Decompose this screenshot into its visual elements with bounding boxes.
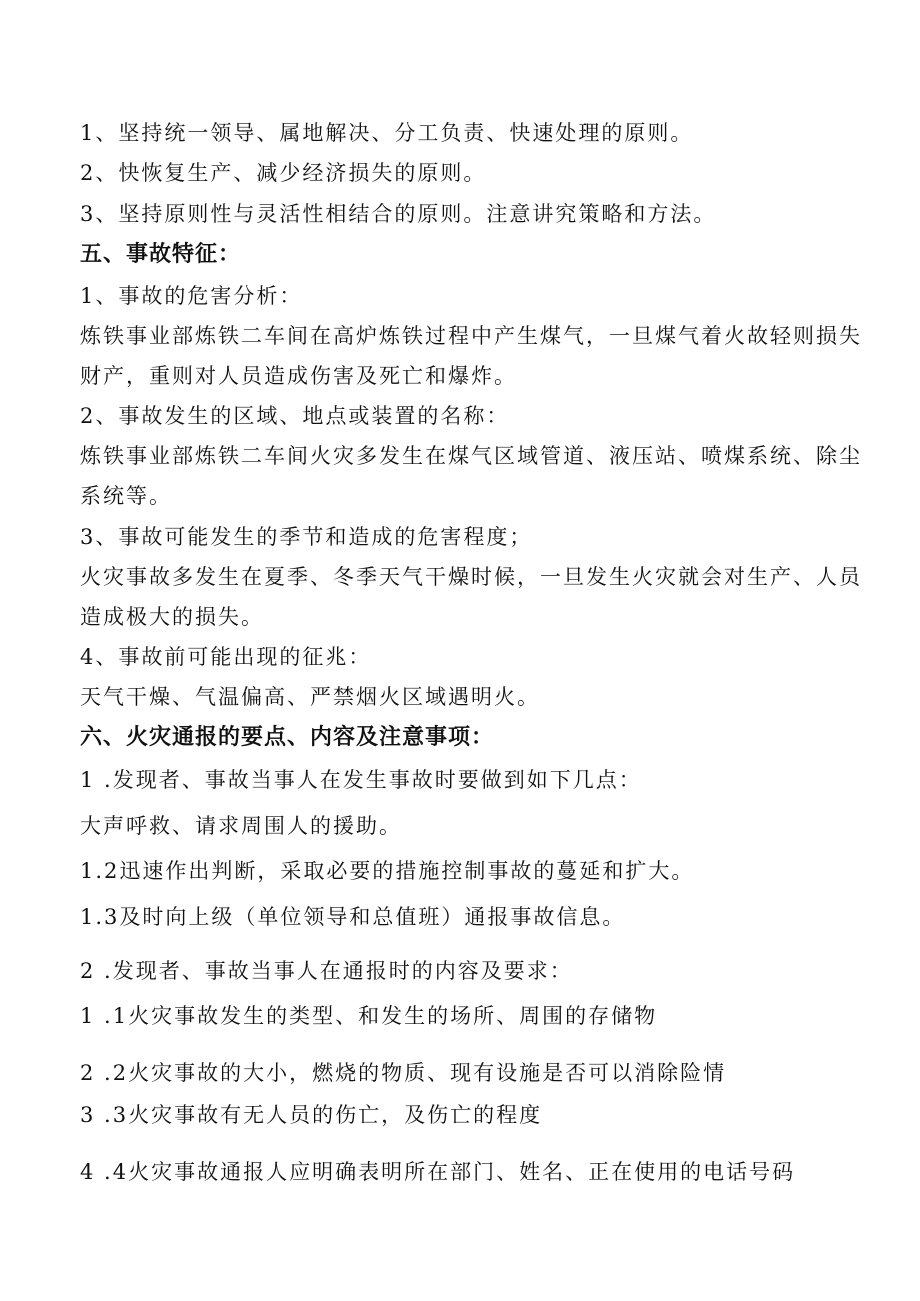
subitem-report-2: 2 .2火灾事故的大小，燃烧的物质、现有设施是否可以消除险情	[80, 1061, 727, 1085]
paragraph-line: 系统等。	[80, 484, 172, 508]
subitem-1-3: 1.3及时向上级（单位领导和总值班）通报事故信息。	[80, 905, 626, 929]
subitem-1-2: 1.2迅速作出判断，采取必要的措施控制事故的蔓延和扩大。	[80, 859, 695, 883]
item-hazard-analysis: 1、事故的危害分析：	[80, 284, 303, 308]
principle-2: 2、快恢复生产、减少经济损失的原则。	[80, 161, 487, 185]
paragraph-line: 造成极大的损失。	[80, 605, 264, 629]
section-heading-5: 五、事故特征：	[80, 242, 242, 267]
item-warning-signs: 4、事故前可能出现的征兆：	[80, 645, 372, 669]
subitem-report-3: 3 .3火灾事故有无人员的伤亡，及伤亡的程度	[80, 1103, 543, 1127]
item-discoverer-actions: 1 .发现者、事故当事人在发生事故时要做到如下几点：	[80, 768, 642, 792]
item-report-content: 2 .发现者、事故当事人在通报时的内容及要求：	[80, 959, 573, 983]
item-accident-area: 2、事故发生的区域、地点或装置的名称：	[80, 404, 510, 428]
principle-1: 1、坚持统一领导、属地解决、分工负责、快速处理的原则。	[80, 121, 694, 145]
item-season-severity: 3、事故可能发生的季节和造成的危害程度；	[80, 525, 533, 549]
paragraph-line: 大声呼救、请求周围人的援助。	[80, 814, 402, 838]
section-heading-6: 六、火灾通报的要点、内容及注意事项：	[80, 725, 495, 750]
subitem-report-4: 4 .4火灾事故通报人应明确表明所在部门、姓名、正在使用的电话号码	[80, 1160, 796, 1184]
principle-3: 3、坚持原则性与灵活性相结合的原则。注意讲究策略和方法。	[80, 202, 717, 226]
paragraph-line: 财产，重则对人员造成伤害及死亡和爆炸。	[80, 364, 517, 388]
paragraph-line: 火灾事故多发生在夏季、冬季天气干燥时候，一旦发生火灾就会对生产、人员	[80, 565, 862, 589]
paragraph-line: 炼铁事业部炼铁二车间在高炉炼铁过程中产生煤气，一旦煤气着火故轻则损失	[80, 324, 862, 348]
subitem-report-1: 1 .1火灾事故发生的类型、和发生的场所、周围的存储物	[80, 1004, 658, 1028]
paragraph-line: 炼铁事业部炼铁二车间火灾多发生在煤气区域管道、液压站、喷煤系统、除尘	[80, 444, 862, 468]
paragraph-line: 天气干燥、气温偏高、严禁烟火区域遇明火。	[80, 685, 540, 709]
